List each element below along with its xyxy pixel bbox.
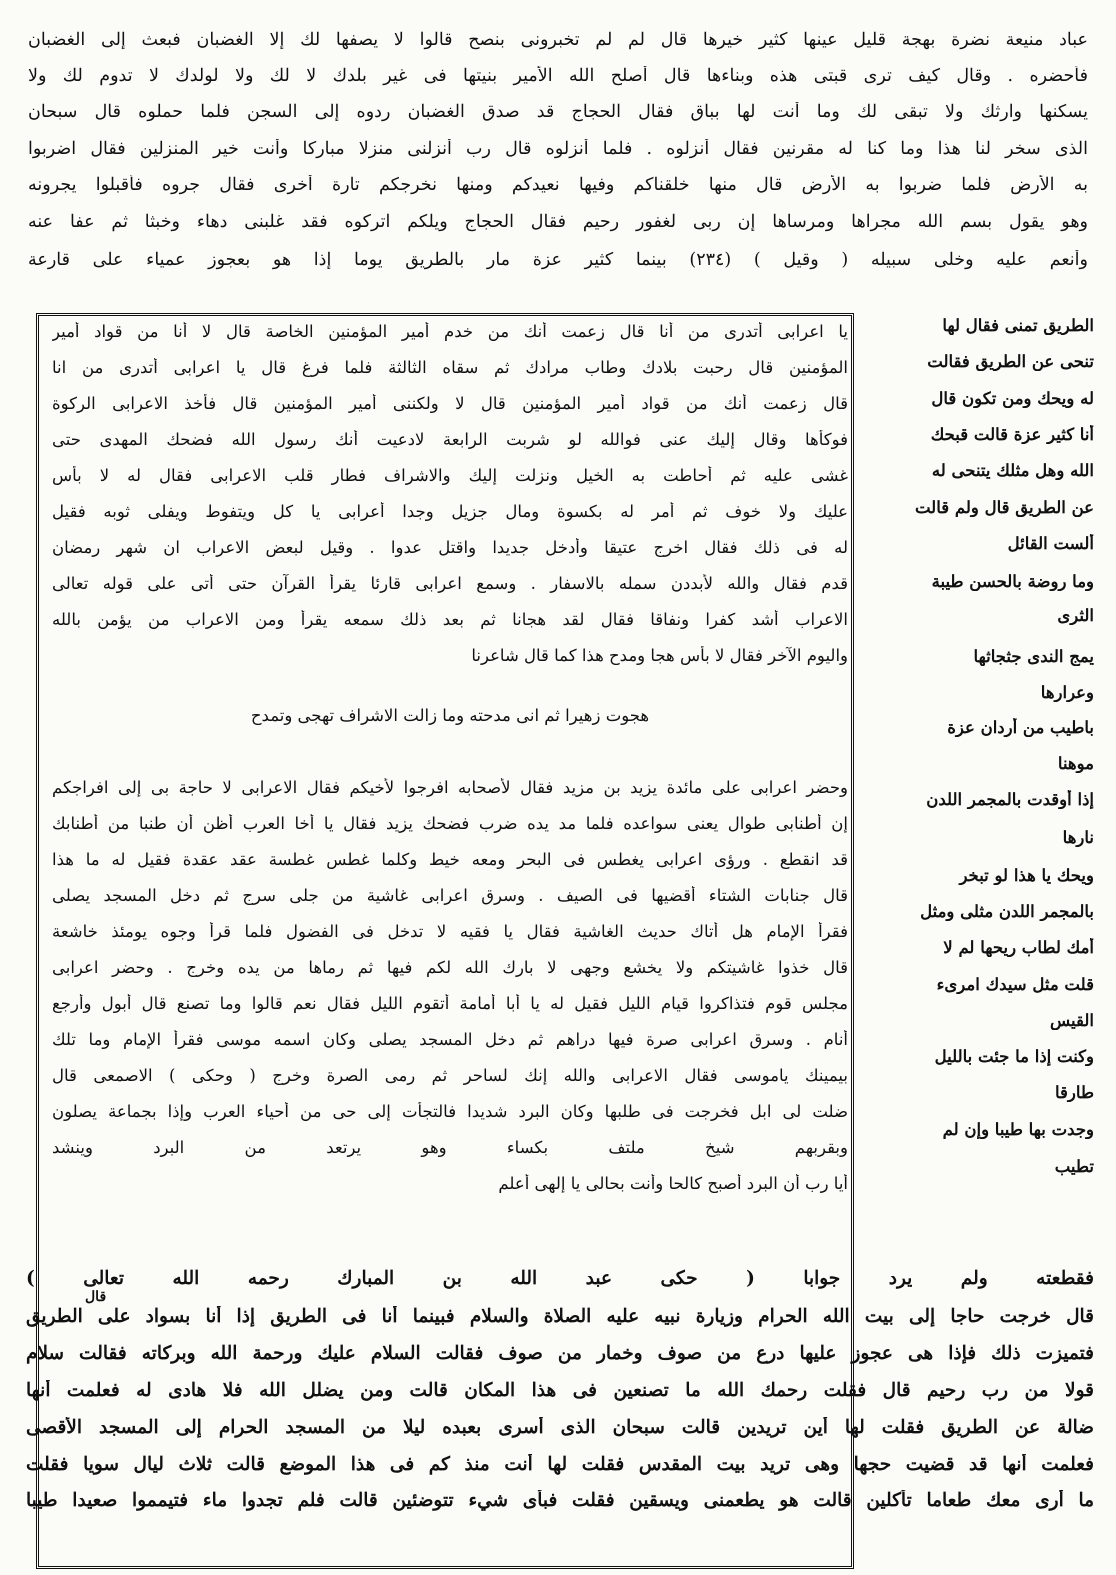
side-line: أمك لطاب ريحها لم لا	[943, 938, 1094, 957]
side-line: أنا كثير عزة قالت قبحك	[930, 425, 1094, 444]
side-line: وعرارها	[1040, 683, 1094, 702]
box-line: يا اعرابى أتدرى من أنا قال زعمت أنك من خدم أمير المؤمنين الخاصة قال لا أنا من قواد أمير	[52, 322, 848, 341]
box-line: وبقربهم شيخ ملتف بكساء وهو يرتعد من البرد وينشد	[52, 1138, 848, 1157]
box-line: المؤمنين قال رحبت بلادك وطاب مرادك ثم سقاه الثالثة فلما فرغ قال يا اعرابى أتدرى من انا	[52, 358, 848, 377]
text-line: قولا من رب رحيم قال فقلت رحمك الله ما تصنعين فى هذا المكان قالت ومن يضلل الله فلا هادى له فعلمت أنها	[26, 1380, 1094, 1401]
box-line: أيا رب أن البرد أصبح كالحا وأنت بحالى يا إلهى أعلم	[498, 1174, 848, 1193]
side-line: الله وهل مثلك يتنحى له	[931, 461, 1094, 480]
box-line: فوكأها وقال إليك عنى فوالله لو شربت الرابعة لادعيت أنك رسول الله فضحك المهدى حتى	[52, 430, 848, 449]
box-line: قال خذوا غاشيتكم ولا يخشع وجهى لا بارك الله لكم فيها ثم رماها من يده وخرج . وحضر اعرابى	[52, 958, 848, 977]
box-line: ضلت لى ابل فخرجت فى طلبها وكان البرد شديدا فالتجأت إلى حى من أحياء العرب وإذا بجماعة يصلون	[52, 1102, 848, 1121]
side-line: الثرى	[1057, 606, 1094, 625]
side-line: طارقا	[1054, 1083, 1094, 1102]
text-line: الذى سخر لنا هذا وما كنا له مقرنين فقال أنزلوه . فلما أنزلوه قال رب أنزلنى منزلا مباركا وأنت خير المنزلين فقال اضربوا	[28, 139, 1088, 159]
side-line: الطريق تمنى فقال لها	[942, 316, 1094, 335]
text-line: يسكنها وارثك ولا تبقى لك وما أنت لها بباق فقال الحجاج قد صدق الغضبان ردوه إلى السجن فلما حملوه قال سبحان	[28, 102, 1088, 122]
side-line: ألست القائل	[1007, 534, 1094, 553]
text-line: وأنعم عليه وخلى سبيله ( وقيل ) (٢٣٤) بينما كثير عزة مار بالطريق يوما إذا هو بعجوز عمياء على قارعة	[28, 250, 1088, 270]
box-line: مجلس قوم فتذاكروا قيام الليل فقيل له يا أبا أمامة أتقوم الليل فقال نعم قالوا وما تصنع قال أبول وأرجع	[52, 994, 848, 1013]
text-line: وهو يقول بسم الله مجراها ومرساها إن ربى لغفور رحيم فقال الحجاج ويلكم اتركوه فقد غلبنى دهاء وخبثا ثم عفا عنه	[28, 212, 1088, 232]
box-line: واليوم الآخر فقال لا بأس هجا ومدح هذا كما قال شاعرنا	[471, 646, 848, 665]
side-line: وجدت بها طيبا وإن لم	[942, 1120, 1094, 1139]
side-line: وكنت إذا ما جئت بالليل	[934, 1047, 1094, 1066]
box-line: قد انقطع . ورؤى اعرابى يغطس فى البحر ومعه خيط وكلما غطس غطسة عقد عقدة فقيل له ما هذا	[52, 850, 848, 869]
box-line: قال زعمت أنك من قواد أمير المؤمنين قال لا ولكننى أمير المؤمنين قال فأخذ الاعرابى الركوة	[52, 394, 848, 413]
box-line: قدم فقال والله لأبددن سمله بالاسفار . وسمع اعرابى قارئا يقرأ القرآن حتى أتى على قوله تعالى	[52, 574, 848, 593]
text-line: ما أرى معك طعاما تأكلين قالت هو يطعمنى ويسقين فقلت فبأى شيء تتوضئين قالت فلم تجدوا ماء فتيمموا صعيدا طيبا	[26, 1490, 1094, 1511]
text-line: فعلمت أنها قد قضيت حجها وهى تريد بيت المقدس فقلت لها أنت منذ كم فى هذا الموضع قالت ثلاث ليال سويا فقلت	[26, 1454, 1094, 1475]
side-line: القيس	[1050, 1011, 1094, 1030]
side-line: بالمجمر اللدن مثلى ومثل	[920, 902, 1094, 921]
box-line: إن أطنابى طوال يعنى سواعده فلما مد يده ضرب فضحك يزيد فقال يا أخا العرب أظن أن طنبا من أطنابك	[52, 814, 848, 833]
side-line: تنحى عن الطريق فقالت	[927, 352, 1094, 371]
side-line: ويحك يا هذا لو تبخر	[959, 866, 1094, 885]
text-line: فتميزت ذلك فإذا هى عجوز عليها درع من صوف وخمار من صوف فقالت السلام عليك ورحمة الله وبركاته فقالت سلام	[26, 1343, 1094, 1364]
text-line: ضالة عن الطريق فقلت لها أين تريدين قالت سبحان الذى أسرى بعبده ليلا من المسجد الحرام إلى المسجد الأقصى	[26, 1417, 1094, 1438]
side-line: إذا أوقدت بالمجمر اللدن	[926, 790, 1094, 809]
text-line: فقطعته ولم يرد جوابا ( حكى عبد الله بن المبارك رحمه الله تعالى )	[26, 1268, 1094, 1289]
box-line: وحضر اعرابى على مائدة يزيد بن مزيد فقال لأصحابه افرجوا لأخيكم فقال الاعرابى لا حاجة بى إلى افراجكم	[52, 778, 848, 797]
side-line: موهنا	[1057, 754, 1094, 773]
text-line: فأحضره . وقال كيف ترى قبتى هذه وبناءها قال أصلح الله الأمير بنيتها فى غير بلدك لا لك ولا لولدك لا تدوم لك ولا	[28, 66, 1088, 86]
text-line: به الأرض فلما ضربوا به الأرض قال منها خلقناكم وفيها نعيدكم ومنها نخرجكم تارة أخرى فقال جروه فأقبلوا يجرونه	[28, 175, 1088, 195]
side-line: قلت مثل سيدك امرىء	[936, 975, 1094, 994]
side-line: تطيب	[1054, 1157, 1094, 1176]
side-line: باطيب من أردان عزة	[947, 718, 1094, 737]
text-line: قال خرجت حاجا إلى بيت الله الحرام وزيارة نبيه عليه الصلاة والسلام فبينما أنا فى الطريق إذا أنا بسواد على الطريق	[26, 1306, 1094, 1327]
side-line: له ويحك ومن تكون قال	[931, 389, 1094, 408]
box-line: غشى عليه ثم أحاطت به الخيل ونزلت إليك والاشراف فطار قلب الاعرابى فقال له لا بأس	[52, 466, 848, 485]
box-line: الاعراب أشد كفرا ونفاقا فقال لقد هجانا ثم بعد ذلك سمعه يقرأ ومن الاعراب من يؤمن بالله	[52, 610, 848, 629]
catchword: قال	[85, 1289, 107, 1305]
side-line: وما روضة بالحسن طيبة	[931, 572, 1094, 591]
verse-line: هجوت زهيرا ثم انى مدحته وما زالت الاشراف تهجى وتمدح	[250, 706, 650, 725]
box-line: فقرأ الإمام هل أتاك حديث الغاشية فقال يا فقيه لا تدخل فى الفضول فلما قرأ وجوه يومئذ خاشعة	[52, 922, 848, 941]
box-line: له فى ذلك فقال اخرج عتيقا وأدخل جديدا واقتل عدوا . وقيل لبعض الاعراب ان شهر رمضان	[52, 538, 848, 557]
side-line: نارها	[1062, 828, 1094, 847]
box-line: عليك ولا خوف ثم أمر له بكسوة ومال جزيل وجدا أعرابى يا كل ويتفوط ويفلى ثوبه فقيل	[52, 502, 848, 521]
box-line: قال جنابات الشتاء أقضيها فى الصيف . وسرق اعرابى غاشية من جلى سرج ثم دخل المسجد يصلى	[52, 886, 848, 905]
box-line: بيمينك ياموسى فقال الاعرابى والله إنك لساحر ثم رمى الصرة وخرج ( وحكى ) الاصمعى قال	[52, 1066, 848, 1085]
box-line: أنام . وسرق اعرابى صرة فيها دراهم ثم دخل المسجد يصلى وكان اسمه موسى فقرأ الإمام وما تلك	[52, 1030, 848, 1049]
side-line: يمج الندى جثجاثها	[973, 647, 1094, 666]
text-line: عباد منيعة نضرة بهجة قليل عينها كثير خيرها قال لم لم تخبرونى بنصح قالوا لا يصفها لك إلا الغضبان فبعث إلى الغضبان	[28, 30, 1088, 50]
side-line: عن الطريق قال ولم قالت	[914, 498, 1094, 517]
